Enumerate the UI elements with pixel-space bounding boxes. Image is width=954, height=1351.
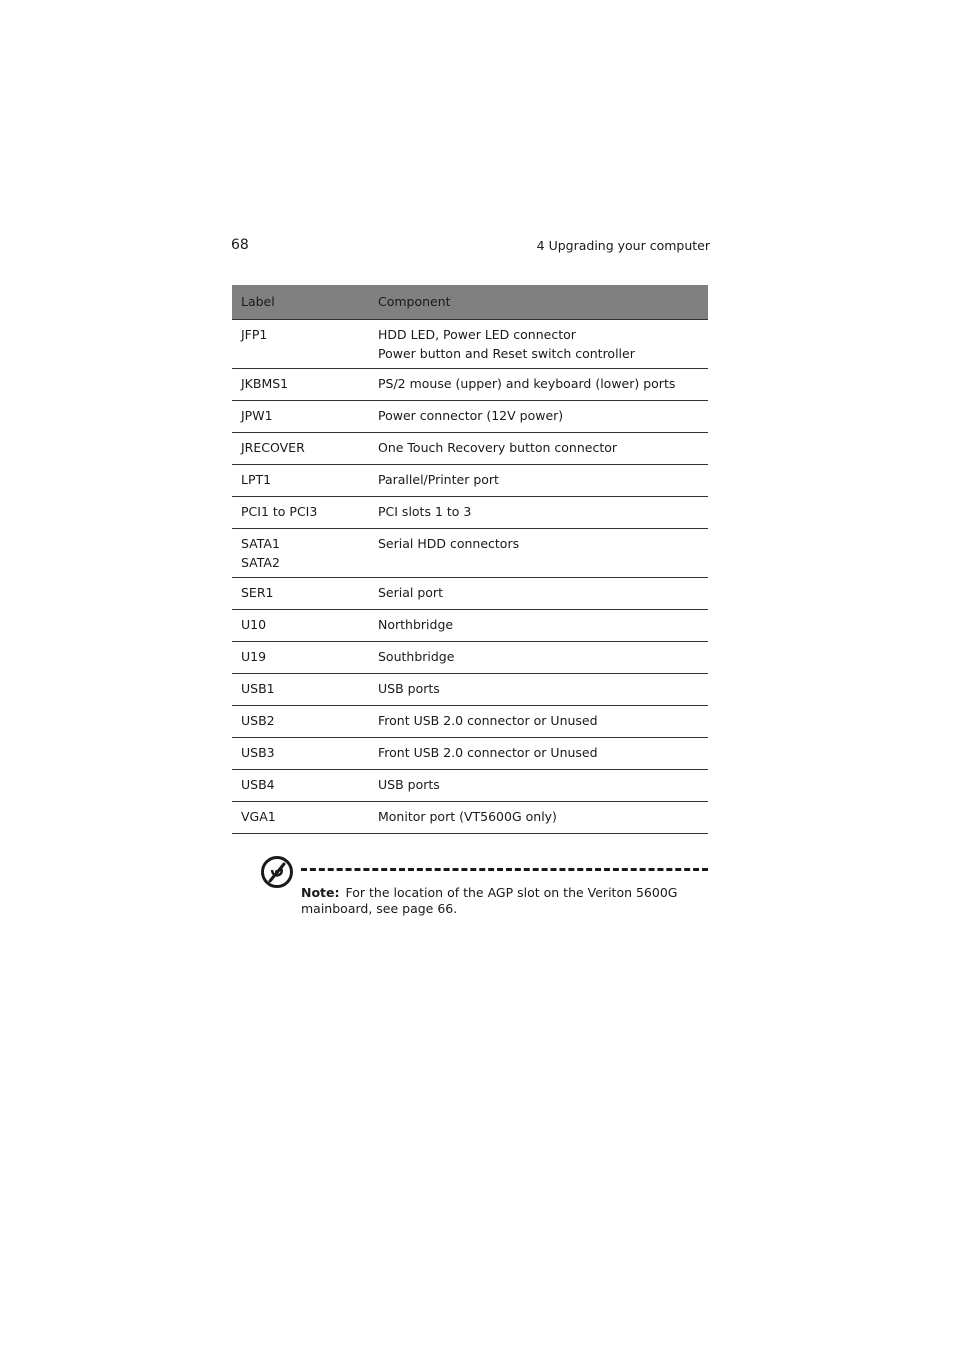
label-cell [232, 674, 369, 706]
table-row [232, 738, 708, 770]
note-callout [260, 855, 708, 925]
label-text: U10 [241, 617, 267, 632]
label-cell [232, 738, 369, 770]
component-cell [369, 738, 708, 770]
page-number: 68 [231, 237, 249, 253]
label-cell [232, 433, 369, 465]
component-text: USB ports [378, 681, 440, 696]
label-text: USB2 [241, 713, 275, 728]
component-cell [369, 497, 708, 529]
table-row [232, 369, 708, 401]
table-row [232, 802, 708, 834]
label-cell [232, 497, 369, 529]
component-cell [369, 770, 708, 802]
label-text: U19 [241, 649, 267, 664]
component-text: Serial HDD connectors [378, 536, 520, 551]
component-cell [369, 578, 708, 610]
table-row [232, 497, 708, 529]
label-text: LPT1 [241, 472, 272, 487]
note-label: Note: [301, 885, 340, 900]
label-cell [232, 465, 369, 497]
component-text: Southbridge [378, 649, 455, 664]
component-text: Monitor port (VT5600G only) [378, 809, 557, 824]
label-text: USB4 [241, 777, 275, 792]
label-text: SATA2 [241, 555, 280, 570]
component-text: Front USB 2.0 connector or Unused [378, 745, 598, 760]
component-cell [369, 433, 708, 465]
note-pen-icon [260, 855, 294, 889]
component-cell [369, 674, 708, 706]
component-table [232, 285, 708, 834]
label-cell [232, 770, 369, 802]
label-text: SATA1 [241, 536, 280, 551]
table-row [232, 770, 708, 802]
label-text: JPW1 [241, 408, 273, 423]
label-cell [232, 802, 369, 834]
table-row [232, 465, 708, 497]
component-text: Power button and Reset switch controller [378, 346, 635, 361]
table-row [232, 433, 708, 465]
label-text: VGA1 [241, 809, 276, 824]
table-row [232, 401, 708, 433]
table-row [232, 674, 708, 706]
component-text: Front USB 2.0 connector or Unused [378, 713, 598, 728]
label-text: PCI1 to PCI3 [241, 504, 318, 519]
component-text: PS/2 mouse (upper) and keyboard (lower) ports [378, 376, 676, 391]
component-cell [369, 465, 708, 497]
component-cell [369, 642, 708, 674]
component-text: PCI slots 1 to 3 [378, 504, 472, 519]
table-row [232, 706, 708, 738]
component-cell [369, 401, 708, 433]
table-row [232, 642, 708, 674]
table-header-row [232, 285, 708, 320]
label-cell [232, 401, 369, 433]
component-cell [369, 802, 708, 834]
component-cell [369, 529, 708, 578]
label-text: JFP1 [241, 327, 268, 342]
label-text: USB1 [241, 681, 275, 696]
component-text: Serial port [378, 585, 443, 600]
component-text: Northbridge [378, 617, 454, 632]
component-text: Parallel/Printer port [378, 472, 499, 487]
label-cell [232, 610, 369, 642]
label-cell [232, 642, 369, 674]
component-text: One Touch Recovery button connector [378, 440, 618, 455]
label-cell [232, 529, 369, 578]
component-text: USB ports [378, 777, 440, 792]
note-body: For the location of the AGP slot on the Veriton 5600G mainboard, see page 66. [301, 885, 678, 916]
label-cell [232, 369, 369, 401]
chapter-title: 4 Upgrading your computer [536, 238, 710, 253]
component-cell [369, 320, 708, 369]
component-text: HDD LED, Power LED connector [378, 327, 576, 342]
table-row [232, 610, 708, 642]
label-text: JKBMS1 [241, 376, 289, 391]
note-text [301, 885, 688, 917]
label-text: USB3 [241, 745, 275, 760]
label-text: JRECOVER [241, 440, 305, 455]
component-cell [369, 369, 708, 401]
label-text: SER1 [241, 585, 274, 600]
note-divider [301, 868, 708, 871]
label-cell [232, 320, 369, 369]
component-text: Power connector (12V power) [378, 408, 564, 423]
column-header-label: Label [232, 285, 369, 320]
table-row [232, 529, 708, 578]
label-cell [232, 706, 369, 738]
table-row [232, 320, 708, 369]
label-cell [232, 578, 369, 610]
component-cell [369, 706, 708, 738]
component-cell [369, 610, 708, 642]
column-header-component: Component [369, 285, 708, 320]
table-row [232, 578, 708, 610]
